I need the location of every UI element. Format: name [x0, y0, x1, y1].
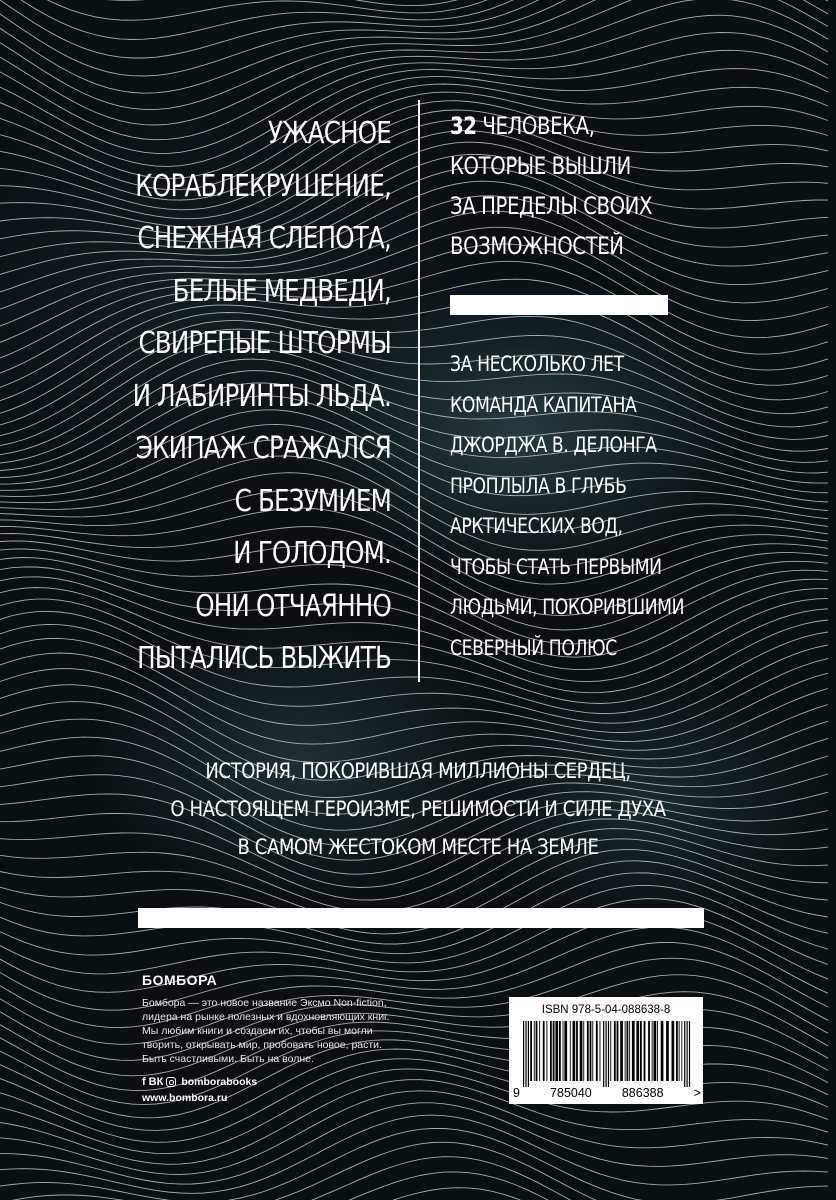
- tagline-line: В САМОМ ЖЕСТОКОМ МЕСТЕ НА ЗЕМЛЕ: [237, 835, 599, 859]
- barcode-bar: [576, 1021, 578, 1081]
- barcode-bar: [617, 1021, 619, 1081]
- social-handle: bomborabooks: [181, 1076, 258, 1088]
- barcode-bar: [614, 1021, 616, 1081]
- wave-line: [0, 1188, 828, 1200]
- barcode-bar: [652, 1021, 653, 1081]
- barcode-bar: [661, 1021, 664, 1081]
- barcode-bar: [592, 1021, 593, 1081]
- barcode-bar: [627, 1021, 629, 1081]
- facebook-icon: f: [142, 1076, 146, 1088]
- barcode-bar: [534, 1021, 535, 1081]
- website-url: www.bombora.ru: [142, 1092, 228, 1104]
- wave-line: [0, 1115, 828, 1193]
- white-bar-bottom: [138, 908, 704, 928]
- barcode-bar: [657, 1021, 658, 1081]
- about-line: творить, открывать мир, пробовать новое, расти.: [142, 1039, 382, 1051]
- barcode-bar: [648, 1021, 650, 1081]
- wave-line: [0, 1080, 828, 1165]
- left-text-line: СНЕЖНАЯ СЛЕПОТА,: [137, 221, 391, 256]
- headline-line: [450, 106, 652, 146]
- right-text-line: ЧТОБЫ СТАТЬ ПЕРВЫМИ: [450, 554, 662, 579]
- right-text-line: ПРОПЛЫЛА В ГЛУБЬ: [450, 473, 627, 498]
- barcode-bar: [640, 1021, 642, 1081]
- publisher-name: БОМБОРА: [142, 972, 218, 988]
- barcode-bar: [543, 1021, 545, 1081]
- barcode-group-2: 886388: [621, 1086, 664, 1100]
- left-text-line: ЭКИПАЖ СРАЖАЛСЯ: [135, 431, 391, 466]
- barcode-bar: [563, 1021, 564, 1081]
- right-text-line: АРКТИЧЕСКИХ ВОД,: [450, 514, 623, 538]
- wave-line: [0, 1142, 828, 1200]
- white-bar-top: [450, 295, 668, 315]
- left-text-line: ПЫТАЛИСЬ ВЫЖИТЬ: [137, 641, 391, 676]
- barcode-group-1: 785040: [550, 1086, 592, 1100]
- barcode-bar: [684, 1021, 685, 1087]
- barcode-bar: [570, 1021, 571, 1081]
- barcode-bar: [564, 1021, 567, 1081]
- barcode-bar: [555, 1021, 558, 1081]
- left-text-line: СВИРЕПЫЕ ШТОРМЫ: [138, 326, 391, 361]
- wave-line: [0, 1103, 828, 1184]
- barcode-bar: [596, 1021, 598, 1081]
- barcode-bar: [528, 1021, 529, 1087]
- right-text-line: ДЖОРДЖА В. ДЕЛОНГА: [450, 433, 657, 457]
- about-line: Мы любим книги и создаем их, чтобы вы могли: [142, 1025, 373, 1037]
- isbn-barcode: [509, 997, 703, 1104]
- about-line: лидера на рынке полезных и вдохновляющих книг.: [142, 1011, 390, 1023]
- wave-line: [0, 0, 828, 93]
- barcode-bar: [550, 1021, 552, 1081]
- barcode-bar: [620, 1021, 623, 1081]
- barcode-bar: [583, 1021, 584, 1081]
- barcode-bar: [610, 1021, 611, 1081]
- headline-number: 32: [450, 112, 477, 140]
- wave-line: [0, 861, 828, 944]
- tagline-line: О НАСТОЯЩЕМ ГЕРОИЗМЕ, РЕШИМОСТИ И СИЛЕ ДУХА: [170, 797, 666, 821]
- wave-line: [0, 0, 828, 109]
- left-text-line: УЖАСНОЕ: [267, 116, 391, 151]
- barcode-bar: [672, 1021, 675, 1081]
- barcode-bar: [530, 1021, 532, 1081]
- barcode-bar: [580, 1021, 583, 1081]
- barcode-bar: [573, 1021, 576, 1081]
- barcode-bar: [587, 1021, 589, 1081]
- barcode-bar: [539, 1021, 540, 1081]
- vk-icon: ВК: [148, 1076, 164, 1088]
- instagram-icon: [166, 1077, 176, 1087]
- barcode-bar: [606, 1021, 607, 1087]
- left-text-line: БЕЛЫЕ МЕДВЕДИ,: [172, 273, 391, 309]
- barcode-bar: [636, 1021, 639, 1081]
- barcode-bar: [546, 1021, 547, 1081]
- about-line: Быть счастливыми. Быть на волне.: [142, 1053, 314, 1065]
- barcode-bar: [625, 1021, 626, 1081]
- headline-line: ЗА ПРЕДЕЛЫ СВОИХ: [450, 192, 653, 220]
- social-links: [142, 1076, 257, 1088]
- barcode-bars: [521, 1021, 693, 1087]
- barcode-end-mark: >: [693, 1086, 701, 1100]
- barcode-bar: [536, 1021, 538, 1081]
- barcode-bar: [629, 1021, 630, 1081]
- headline: [450, 106, 652, 266]
- wave-line: [0, 0, 828, 58]
- barcode-bar: [525, 1021, 526, 1087]
- right-text-line: ЗА НЕСКОЛЬКО ЛЕТ: [450, 352, 624, 376]
- barcode-bar: [523, 1021, 524, 1087]
- barcode-lead-digit: 9: [513, 1086, 520, 1100]
- publisher-about: [142, 996, 472, 1066]
- wave-line: [0, 0, 828, 20]
- right-text-line: СЕВЕРНЫЙ ПОЛЮС: [450, 635, 617, 660]
- barcode-bar: [559, 1021, 561, 1081]
- left-text-line: И ГОЛОДОМ.: [233, 536, 391, 571]
- left-text-line: ОНИ ОТЧАЯННО: [195, 588, 391, 624]
- barcode-bar: [654, 1021, 657, 1081]
- wave-line: [0, 1059, 828, 1143]
- right-text-line: КОМАНДА КАПИТАНА: [450, 392, 637, 417]
- isbn-label: ISBN 978-5-04-088638-8: [541, 1004, 671, 1016]
- barcode-bar: [553, 1021, 555, 1081]
- tagline-line: ИСТОРИЯ, ПОКОРИВШАЯ МИЛЛИОНЫ СЕРДЕЦ,: [205, 759, 631, 783]
- wave-line: [0, 0, 828, 125]
- barcode-bar: [590, 1021, 592, 1081]
- barcode-bar: [632, 1021, 635, 1081]
- barcode-bar: [676, 1021, 678, 1081]
- barcode-bar: [644, 1021, 646, 1081]
- headline-line1-text: ЧЕЛОВЕКА,: [476, 112, 595, 140]
- headline-line: ВОЗМОЖНОСТЕЙ: [450, 232, 624, 260]
- barcode-bar: [666, 1021, 669, 1081]
- wave-line: [0, 0, 828, 6]
- barcode-bar: [679, 1021, 680, 1081]
- barcode-bar: [608, 1021, 609, 1087]
- left-text-line: И ЛАБИРИНТЫ ЛЬДА.: [132, 378, 391, 414]
- barcode-digits: [513, 1086, 701, 1100]
- barcode-bar: [689, 1021, 690, 1087]
- wave-line: [0, 1128, 828, 1200]
- barcode-bar: [603, 1021, 604, 1087]
- barcode-bar: [687, 1021, 688, 1087]
- left-description: [112, 108, 391, 686]
- left-text-line: КОРАБЛЕКРУШЕНИЕ,: [135, 168, 391, 204]
- headline-line: КОТОРЫЕ ВЫШЛИ: [450, 152, 632, 180]
- left-text-line: С БЕЗУМИЕМ: [234, 483, 391, 519]
- tagline: [59, 752, 778, 866]
- vertical-divider: [418, 100, 420, 682]
- barcode-bar: [681, 1021, 682, 1081]
- wave-line: [0, 1069, 828, 1154]
- right-description: [450, 344, 684, 668]
- about-line: Бомбора — это новое название Эксмо Non-fiction,: [142, 997, 387, 1009]
- right-text-line: ЛЮДЬМИ, ПОКОРИВШИМИ: [450, 595, 685, 619]
- barcode-bar: [600, 1021, 601, 1081]
